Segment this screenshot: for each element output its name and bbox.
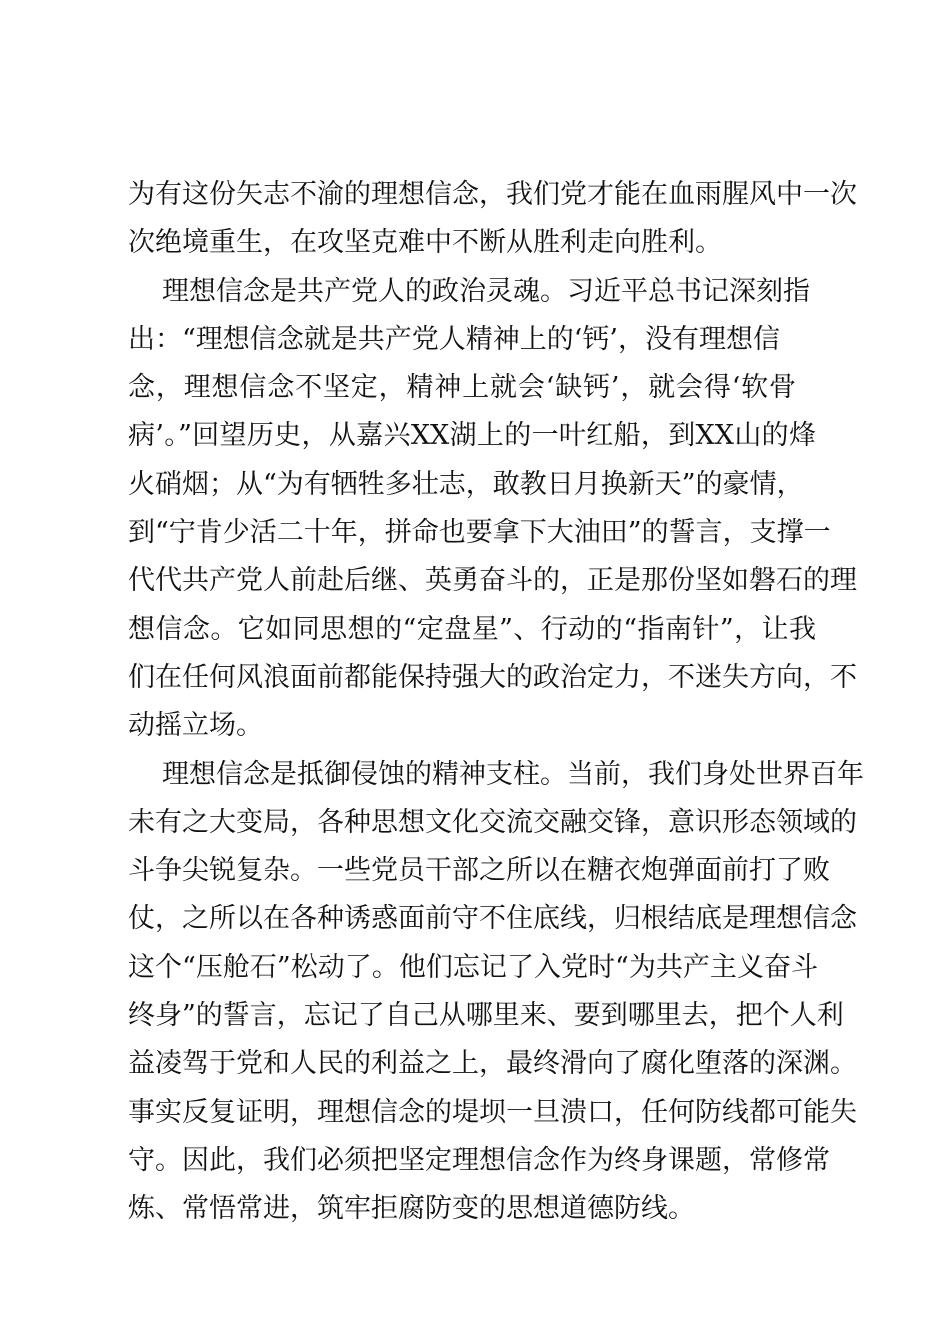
text-line: 守。因此，我们必须把坚定理想信念作为终身课题，常修常 — [128, 1144, 830, 1176]
text-line: 仗，之所以在各种诱惑面前守不住底线，归根结底是理想信念 — [128, 903, 857, 935]
text-line: 想信念。它如同思想的“定盘星”、行动的“指南针”，让我 — [128, 613, 816, 645]
text-line: 事实反复证明，理想信念的堤坝一旦溃口，任何防线都可能失 — [128, 1096, 857, 1128]
text-line: 益凌驾于党和人民的利益之上，最终滑向了腐化堕落的深渊。 — [128, 1048, 857, 1080]
text-line: 终身”的誓言，忘记了自己从哪里来、要到哪里去，把个人利 — [128, 1000, 844, 1032]
text-line: 次绝境重生，在攻坚克难中不断从胜利走向胜利。 — [128, 227, 722, 259]
text-line: 代代共产党人前赴后继、英勇奋斗的，正是那份坚如磐石的理 — [128, 565, 857, 597]
text-line: 到“宁肯少活二十年，拼命也要拿下大油田”的誓言，支撑一 — [128, 517, 831, 549]
text-line: 病’。”回望历史，从嘉兴XX湖上的一叶红船，到XX山的烽 — [128, 420, 816, 452]
text-line: 斗争尖锐复杂。一些党员干部之所以在糖衣炮弹面前打了败 — [128, 855, 830, 887]
text-line: 们在任何风浪面前都能保持强大的政治定力，不迷失方向，不 — [128, 661, 857, 693]
text-line: 出：“理想信念就是共产党人精神上的‘钙’，没有理想信 — [128, 323, 780, 355]
paragraph-first-line: 理想信念是共产党人的政治灵魂。习近平总书记深刻指 — [162, 275, 810, 307]
text-line: 炼、常悟常进，筑牢拒腐防变的思想道德防线。 — [128, 1193, 695, 1225]
text-line: 动摇立场。 — [128, 710, 263, 742]
text-line: 为有这份矢志不渝的理想信念，我们党才能在血雨腥风中一次 — [128, 179, 857, 210]
text-line: 这个“压舱石”松动了。他们忘记了入党时“为共产主义奋斗 — [128, 951, 818, 983]
text-line: 未有之大变局，各种思想文化交流交融交锋，意识形态领域的 — [128, 806, 857, 838]
text-line: 念，理想信念不坚定，精神上就会‘缺钙’，就会得‘软骨 — [128, 372, 796, 404]
paragraph-first-line: 理想信念是抵御侵蚀的精神支柱。当前，我们身处世界百年 — [162, 758, 864, 790]
body-text — [128, 171, 864, 1234]
text-line: 火硝烟；从“为有牺牲多壮志，敢教日月换新天”的豪情， — [128, 468, 804, 500]
